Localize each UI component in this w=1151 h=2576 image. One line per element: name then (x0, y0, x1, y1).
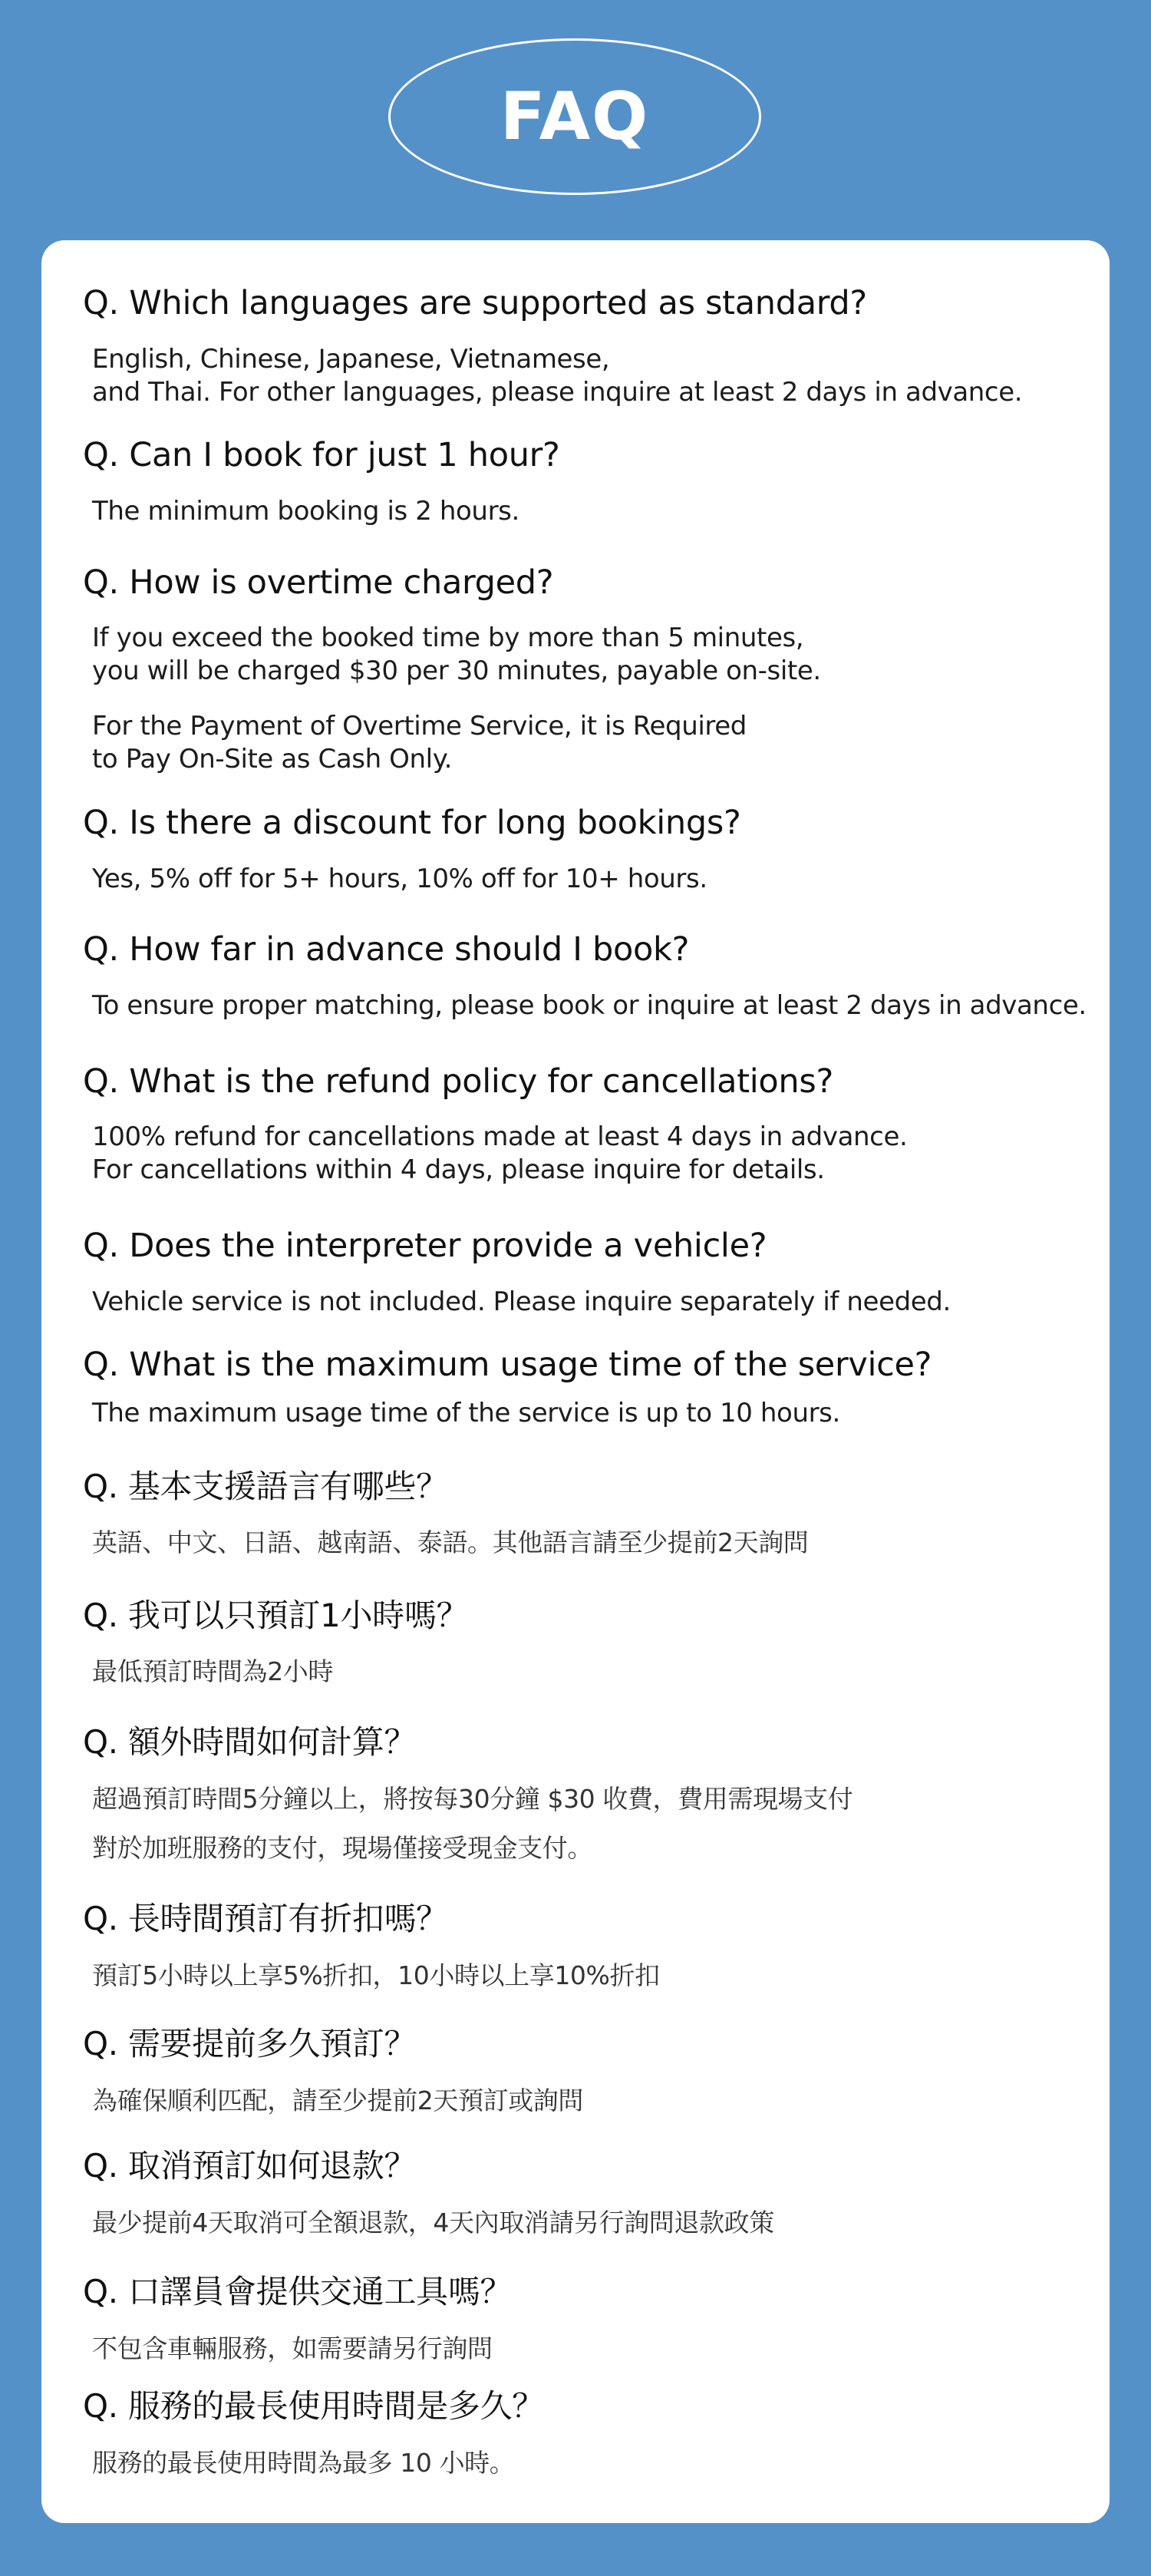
faq-question: Q. How is overtime charged? (83, 563, 554, 602)
faq-answer: If you exceed the booked time by more than 5 minutes, you will be charged $30 per 30 minutes, payable on-site. (92, 623, 821, 686)
faq-answer: 服務的最長使用時間為最多 10 小時。 (92, 2448, 515, 2478)
faq-card (41, 240, 1110, 2523)
faq-title-oval (388, 38, 761, 195)
faq-answer: 為確保順利匹配，請至少提前2天預訂或詢問 (92, 2086, 583, 2115)
faq-answer: 不包含車輛服務，如需要請另行詢問 (92, 2333, 493, 2363)
faq-answer: The maximum usage time of the service is up to 10 hours. (92, 1398, 840, 1428)
faq-question: Q. 基本支援語言有哪些？ (83, 1468, 448, 1505)
faq-answer: 預訂5小時以上享5%折扣，10小時以上享10%折扣 (92, 1960, 660, 1990)
faq-answer: For the Payment of Overtime Service, it is Required to Pay On-Site as Cash Only. (92, 711, 747, 774)
faq-answer: To ensure proper matching, please book or inquire at least 2 days in advance. (92, 990, 1087, 1021)
faq-question: Q. 取消預訂如何退款？ (83, 2147, 417, 2185)
faq-question: Q. Is there a discount for long bookings? (83, 804, 741, 842)
faq-question: Q. Can I book for just 1 hour? (83, 436, 560, 474)
faq-question: Q. Which languages are supported as standard? (83, 284, 867, 322)
faq-answer: Vehicle service is not included. Please inquire separately if needed. (92, 1286, 951, 1317)
faq-question: Q. 服務的最長使用時間是多久？ (83, 2387, 544, 2425)
faq-question: Q. 口譯員會提供交通工具嗎？ (83, 2273, 513, 2310)
page-title: FAQ (500, 78, 650, 155)
faq-answer: 最少提前4天取消可全額退款，4天內取消請另行詢問退款政策 (92, 2208, 774, 2237)
faq-answer: 超過預訂時間5分鐘以上，將按每30分鐘 $30 收費，費用需現場支付 (92, 1784, 853, 1814)
faq-header (0, 0, 1151, 238)
faq-question: Q. 額外時間如何計算？ (83, 1723, 417, 1761)
faq-answer: 英語、中文、日語、越南語、泰語。其他語言請至少提前2天詢問 (92, 1527, 809, 1557)
faq-answer: Yes, 5% off for 5+ hours, 10% off for 10+ hours. (92, 864, 707, 894)
faq-question: Q. 長時間預訂有折扣嗎？ (83, 1900, 448, 1937)
faq-answer: 100% refund for cancellations made at least 4 days in advance. For cancellations within 4 days, please inquire for details. (92, 1121, 908, 1185)
faq-question: Q. What is the maximum usage time of the service? (83, 1346, 932, 1384)
faq-question: Q. How far in advance should I book? (83, 930, 690, 969)
faq-answer: 對於加班服務的支付，現場僅接受現金支付。 (92, 1833, 593, 1863)
faq-question: Q. 需要提前多久預訂？ (83, 2025, 417, 2062)
faq-answer: English, Chinese, Japanese, Vietnamese, and Thai. For other languages, please inquire at least 2 days in advance. (92, 344, 1023, 408)
faq-answer: The minimum booking is 2 hours. (92, 496, 519, 527)
faq-question: Q. Does the interpreter provide a vehicle? (83, 1227, 767, 1265)
faq-answer: 最低預訂時間為2小時 (92, 1656, 333, 1686)
faq-question: Q. 我可以只預訂1小時嗎？ (83, 1597, 469, 1634)
faq-question: Q. What is the refund policy for cancellations? (83, 1062, 834, 1101)
